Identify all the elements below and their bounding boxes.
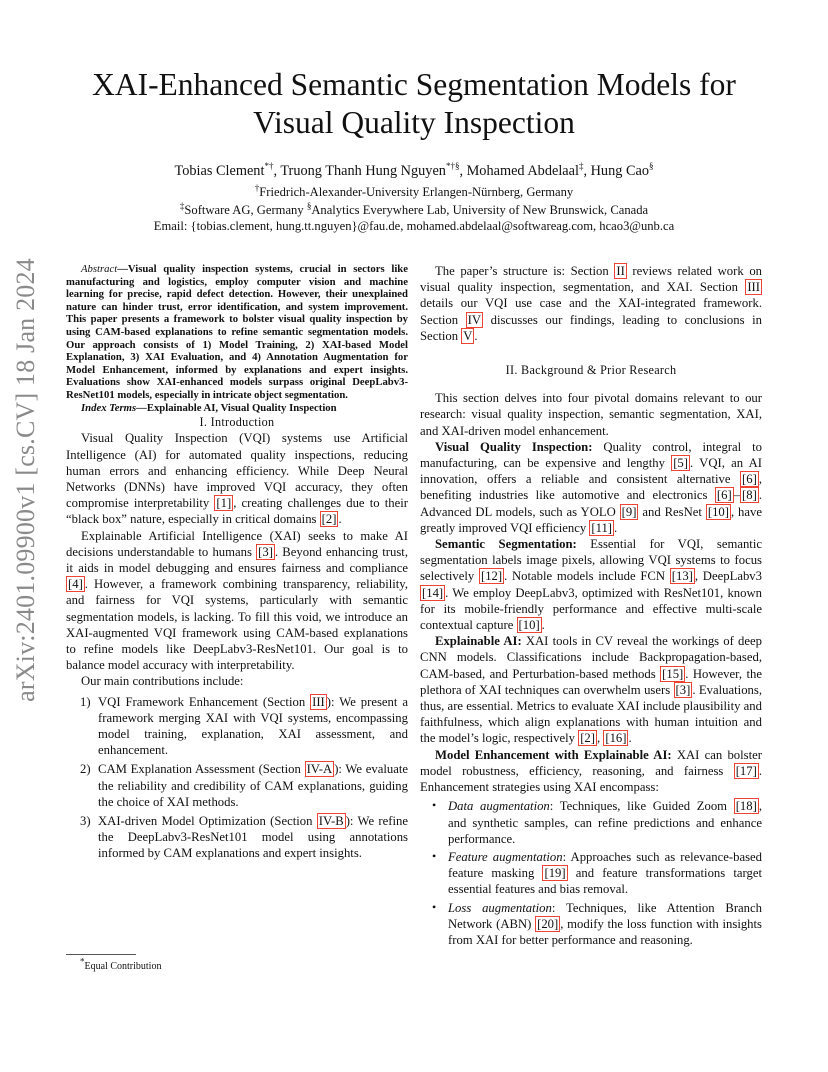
citation-link[interactable]: [16] [605, 731, 627, 746]
citation-link[interactable]: [12] [480, 569, 503, 584]
text-run: ): We evaluate the reliability and credibility of CAM explanations, guiding the choice of XAI methods. [98, 762, 408, 809]
affiliation-1 [60, 182, 768, 200]
text-run: . [628, 731, 632, 746]
section-title: Background & Prior Research [521, 363, 677, 378]
section-heading-background [420, 362, 762, 378]
citation-link[interactable]: [6] [716, 488, 732, 503]
citation-link[interactable]: [14] [422, 585, 444, 600]
citation-link[interactable]: [11] [591, 520, 613, 535]
section-link[interactable]: III [312, 694, 325, 709]
abstract-label: Abstract [81, 263, 118, 275]
citation-link[interactable]: [3] [258, 544, 273, 559]
text-run: details our VQI use case and the XAI-integrated framework. Section [420, 296, 762, 327]
text-run: XAI-driven Model Optimization (Section [98, 814, 317, 828]
text-run: . We employ DeepLabv3, optimized with ResNet101, known for its mobile-friendly performance and effective multi-scale contextual capture [420, 585, 762, 633]
author-sup: § [648, 161, 654, 172]
citation-link[interactable]: [20] [537, 916, 559, 931]
left-column [66, 263, 408, 865]
abstract-body: —Visual quality inspection systems, crucial in sectors like manufacturing and logistics, employ computer vision and machine learning for precise, rapid defect detection. However, their unexplained nature can hinder trust, error identification, and system improvement. This paper presents a framework to bolster visual quality inspection by using CAM-based explanations to refine semantic segmentation models. Our approach consists of 1) Model Training, 2) XAI-based Model Explanation, 3) XAI Evaluation, and 4) Annotation Augmentation for Model Enhancement, informed by explanations and expert insights. Evaluations show XAI-enhanced models surpass original DeepLabv3-ResNet101 models, especially in intricate object segmentation. [66, 263, 408, 401]
affil-sup: ‡ [179, 200, 185, 211]
footnote-sup: * [80, 956, 85, 967]
affil-text: Friedrich-Alexander-University Erlangen-Nürnberg, Germany [259, 185, 574, 199]
right-column [420, 263, 762, 950]
title-line-1: XAI-Enhanced Semantic Segmentation Models for [92, 67, 736, 102]
section-link[interactable]: IV-A [306, 762, 333, 777]
section-number: I. [199, 415, 211, 430]
citation-link[interactable]: [6] [742, 472, 757, 487]
text-run: : Techniques, like Guided Zoom [549, 799, 734, 814]
text-run: . However, the plethora of XAI techniques can overwhelm users [420, 666, 762, 697]
model-enhancement-paragraph [420, 747, 762, 796]
section-link[interactable]: IV [467, 312, 482, 327]
item-label: Data augmentation [448, 799, 550, 814]
author-sup: *† [264, 161, 274, 172]
text-run: Explainable Artificial Intelligence (XAI) seeks to make AI decisions understandable to humans [66, 528, 408, 559]
text-run: discusses our findings, leading to conclusions in Section [420, 312, 762, 343]
affil-sup: † [254, 182, 260, 193]
section-title: Introduction [210, 415, 275, 430]
section-link[interactable]: III [747, 280, 760, 295]
bullet-icon: • [432, 798, 437, 813]
citation-link[interactable]: [17] [735, 763, 757, 778]
text-run: , creating challenges due to their “black box” nature, especially in critical domains [66, 496, 408, 527]
author-name: Hung Cao [590, 163, 649, 179]
affil-text: Analytics Everywhere Lab, University of New Brunswick, Canada [311, 203, 649, 217]
vqi-paragraph [420, 439, 762, 536]
text-run: XAI tools in CV reveal the workings of deep CNN models. Classifications include Backpropagation-based, CAM-based, and Perturbation-based methods [420, 634, 762, 681]
author-emails: Email: {tobias.clement, hung.tt.nguyen}@fau.de, mohamed.abdelaal@softwareag.com, hcao3@unb.ca [153, 219, 675, 233]
text-run: , benefiting industries like automotive and electronics [420, 472, 762, 503]
text-run: . [474, 328, 478, 343]
text-run: Essential for VQI, semantic segmentation labels image pixels, allowing VQI systems to focus selectively [420, 537, 762, 584]
text-run: . [338, 512, 342, 527]
list-item [66, 694, 408, 759]
author-sup: *†§ [445, 161, 460, 172]
text-run: Visual Quality Inspection (VQI) systems use Artificial Intelligence (AI) for automated quality inspections, reducing human errors and enhancing efficiency. While Deep Neural Networks (DNNs) have improved VQI accuracy, they often compromise interpretability [66, 431, 408, 511]
text-run: The paper’s structure is: Section [435, 264, 615, 278]
citation-link[interactable]: [5] [673, 456, 688, 471]
citation-link[interactable]: [1] [216, 496, 232, 511]
footnote-rule [66, 954, 136, 955]
citation-link[interactable]: [15] [662, 666, 684, 681]
intro-paragraph-1 [66, 430, 408, 527]
text-run: . However, a framework combining transparency, reliability, and fairness for VQI systems, particularly with semantic segmentation models, is lacking. To fill this void, we introduce an XAI-augmented VQI framework using CAM-based explanations to refine models like DeepLabv3-ResNet101. Our goal is to balance model accuracy with interpretability. [66, 577, 408, 673]
item-label: Feature augmentation [448, 849, 563, 864]
text-run: Quality control, integral to manufacturing, can be expensive and lengthy [420, 439, 762, 471]
citation-link[interactable]: [18] [735, 799, 757, 814]
text-run: – [733, 488, 741, 503]
text-run: and feature transformations target essential features and bias removal. [448, 866, 762, 897]
bullet-icon: • [432, 899, 437, 914]
text-run: . Advanced DL models, such as YOLO [420, 488, 762, 519]
text-run: . Notable models include FCN [504, 569, 670, 584]
segmentation-paragraph [420, 536, 762, 633]
citation-link[interactable]: [4] [68, 577, 83, 592]
section-number: II. [505, 363, 522, 378]
text-run: , [597, 731, 604, 746]
item-label: Loss augmentation [448, 900, 552, 915]
abstract [66, 263, 408, 402]
text-run: , and synthetic samples, can refine predictions and enhance performance. [448, 799, 762, 846]
text-run: ): We refine the DeepLabv3-ResNet101 model using annotations informed by CAM explanations and expert insights. [98, 814, 408, 861]
list-item [420, 900, 762, 949]
citation-link[interactable]: [8] [742, 488, 757, 503]
author-list: Tobias Clement*†, Truong Thanh Hung Nguyen*†§, Mohamed Abdelaal‡, Hung Cao§ [174, 161, 654, 179]
section-link[interactable]: V [463, 328, 473, 343]
footnote [80, 956, 162, 972]
item-number: 2) [80, 762, 91, 777]
section-link[interactable]: IV-B [318, 814, 344, 828]
list-item [420, 849, 762, 898]
index-terms-body: —Explainable AI, Visual Quality Inspection [136, 401, 337, 414]
item-number: 1) [80, 694, 91, 709]
text-run: , DeepLabv3 [694, 569, 762, 584]
text-run: ): We present a framework merging XAI with VQI systems, encompassing model training, explanation, XAI assessment, and enhancement. [98, 694, 408, 758]
text-run: . [541, 618, 545, 633]
paragraph-label: Semantic Segmentation: [435, 537, 577, 552]
text-run: : Techniques, like Attention Branch Network (ABN) [448, 900, 762, 931]
footnote-text: Equal Contribution [84, 961, 162, 972]
item-number: 3) [80, 814, 91, 828]
citation-link[interactable]: [10] [707, 504, 729, 519]
affil-text: Software AG, Germany [184, 203, 304, 217]
author-sup: ‡ [578, 161, 584, 172]
affil-sup: § [306, 200, 312, 211]
arxiv-id: arXiv:2401.09900v1 [cs.CV] 18 Jan 2024 [11, 258, 40, 702]
citation-link[interactable]: [2] [321, 512, 337, 527]
text-run: . Evaluations, thus, are essential. Metrics to evaluate XAI include plausibility and faithfulness, which align explanations with human intuition and the model’s logic, respectively [420, 682, 762, 746]
citation-link[interactable]: [19] [544, 866, 566, 881]
paragraph-label: Model Enhancement with Explainable AI: [435, 747, 672, 762]
intro-paragraph-2 [66, 528, 408, 674]
text-run: . Beyond enhancing trust, it aids in model debugging and ensures fairness and compliance [66, 544, 408, 575]
citation-link[interactable]: [3] [675, 682, 691, 697]
text-run: . [614, 520, 618, 535]
paragraph-label: Visual Quality Inspection: [435, 439, 593, 454]
text-run: , modify the loss function with insights from XAI for better performance and reasoning. [448, 916, 762, 947]
index-terms [66, 402, 408, 415]
text-run: . Enhancement strategies using XAI encompass: [420, 763, 762, 795]
intro-paragraph-3: Our main contributions include: [81, 674, 244, 689]
enhancement-list [420, 798, 762, 948]
xai-paragraph [420, 633, 762, 746]
paragraph-label: Explainable AI: [435, 634, 522, 649]
paper-title [60, 66, 768, 142]
contributions-list [66, 694, 408, 862]
text-run: , have greatly improved VQI efficiency [420, 504, 763, 535]
text-run: reviews related work on visual quality inspection, segmentation, and XAI. Section [420, 264, 763, 295]
author-name: Mohamed Abdelaal [466, 163, 579, 179]
background-intro-paragraph: This section delves into four pivotal domains relevant to our research: visual quality inspection, semantic segmentation, XAI, and XAI-driven model enhancement. [420, 391, 762, 438]
author-name: Truong Thanh Hung Nguyen [280, 163, 446, 179]
text-run: VQI Framework Enhancement (Section [98, 694, 311, 709]
text-run: CAM Explanation Assessment (Section [98, 762, 305, 777]
title-line-2: Visual Quality Inspection [253, 105, 575, 140]
index-terms-label: Index Terms [81, 401, 137, 414]
text-run: . VQI, an AI innovation, offers a reliable and consistent alternative [420, 456, 763, 487]
structure-paragraph [420, 263, 762, 344]
citation-link[interactable]: [10] [518, 618, 540, 633]
list-item [66, 761, 408, 810]
citation-link[interactable]: [9] [621, 504, 637, 519]
text-run: : Approaches such as relevance-based feature masking [448, 849, 763, 881]
list-item [66, 813, 408, 862]
bullet-icon: • [432, 848, 437, 863]
citation-link[interactable]: [2] [580, 731, 595, 746]
section-heading-introduction [66, 414, 408, 430]
section-link[interactable]: II [616, 264, 625, 278]
list-item [420, 798, 762, 847]
text-run: XAI can bolster model robustness, efficiency, reasoning, and fairness [420, 747, 762, 778]
text-run: and ResNet [638, 504, 706, 519]
author-name: Tobias Clement [174, 163, 265, 179]
affiliation-2 [60, 200, 768, 218]
citation-link[interactable]: [13] [671, 569, 693, 584]
